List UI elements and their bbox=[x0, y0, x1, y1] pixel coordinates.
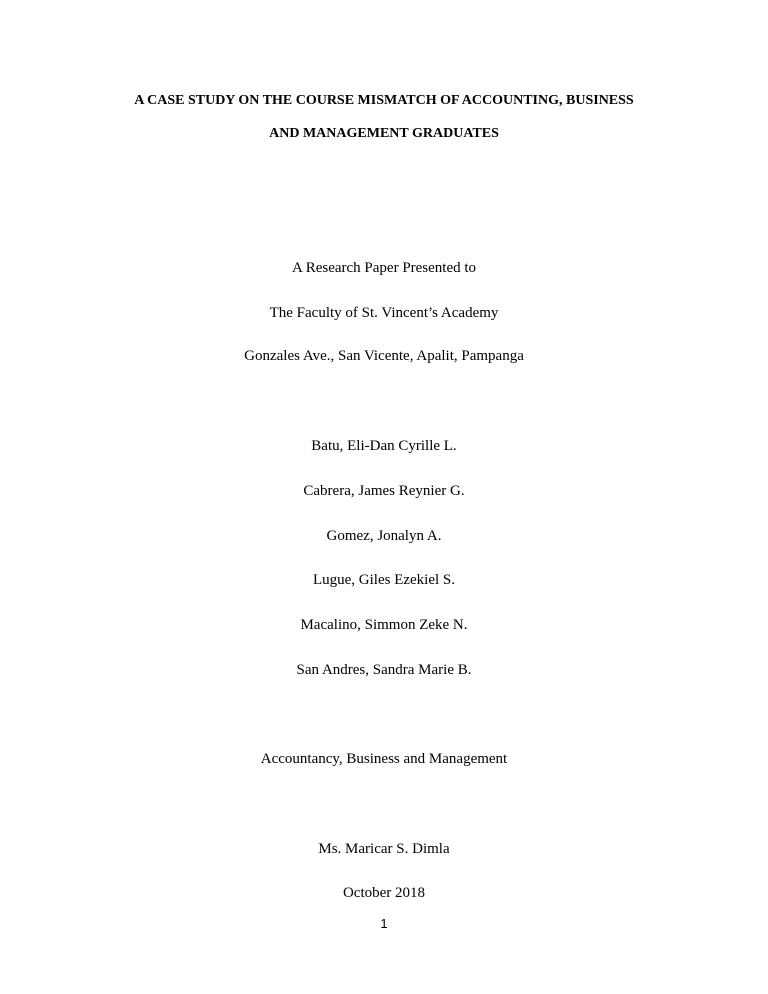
author-3: Gomez, Jonalyn A. bbox=[326, 528, 442, 544]
adviser: Ms. Maricar S. Dimla bbox=[318, 841, 450, 857]
author-5: Macalino, Simmon Zeke N. bbox=[300, 617, 468, 633]
title-line-1: A CASE STUDY ON THE COURSE MISMATCH OF ACCOUNTING, BUSINESS bbox=[134, 93, 634, 108]
presentation-line-2: The Faculty of St. Vincent’s Academy bbox=[269, 305, 499, 321]
date: October 2018 bbox=[342, 885, 426, 901]
author-6: San Andres, Sandra Marie B. bbox=[296, 662, 472, 678]
presentation-line-3: Gonzales Ave., San Vicente, Apalit, Pampanga bbox=[244, 348, 524, 364]
author-2: Cabrera, James Reynier G. bbox=[303, 483, 465, 499]
title-line-2: AND MANAGEMENT GRADUATES bbox=[269, 126, 499, 141]
presentation-line-1: A Research Paper Presented to bbox=[291, 260, 477, 276]
page-number: 1 bbox=[380, 916, 388, 931]
author-1: Batu, Eli-Dan Cyrille L. bbox=[311, 438, 457, 454]
strand: Accountancy, Business and Management bbox=[260, 751, 508, 767]
author-4: Lugue, Giles Ezekiel S. bbox=[312, 572, 456, 588]
